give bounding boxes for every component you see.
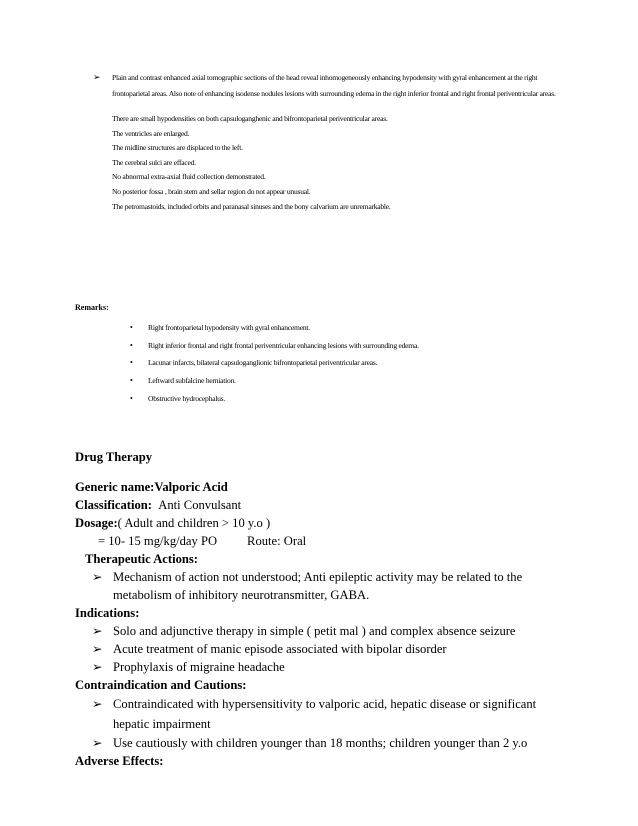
remark-item: • Lacunar infarcts, bilateral capsuloganglionic bifrontoparietal periventricular areas. (130, 354, 560, 372)
classification-line (75, 496, 575, 514)
finding-line: No abnormal extra-axial fluid collection demonstrated. (112, 172, 266, 182)
route-value: Route: Oral (247, 534, 307, 548)
remark-item: • Right frontoparietal hypodensity with gyral enhancement. (130, 319, 560, 337)
classification-label: Classification: (75, 498, 152, 512)
arrow-bullet-icon: ➢ (92, 624, 103, 638)
arrow-bullet-icon: ➢ (92, 697, 103, 711)
bullet-dot-icon: • (130, 376, 133, 386)
finding-line: The midline structures are displaced to the left. (112, 143, 243, 153)
dosage-amount: = 10- 15 mg/kg/day PO (98, 534, 218, 548)
remark-item: • Leftward subfalcine herniation. (130, 372, 560, 390)
radiology-findings-paragraph (93, 70, 563, 101)
arrow-bullet-icon: ➢ (92, 660, 103, 674)
finding-line: The petromastoids, included orbits and paranasal sinuses and the bony calvarium are unremarkable. (112, 201, 391, 211)
bullet-dot-icon: • (130, 358, 133, 368)
dosage-label: Dosage: (75, 516, 118, 530)
remark-item: • Obstructive hydrocephalus. (130, 390, 560, 408)
generic-name-label: Generic name: (75, 480, 155, 494)
arrow-bullet-icon: ➢ (92, 570, 103, 584)
finding-line: No posterior fossa , brain stem and sellar region do not appear unusual. (112, 186, 311, 196)
classification-value: Anti Convulsant (158, 498, 242, 512)
arrow-bullet-icon: ➢ (93, 72, 101, 82)
dosage-line (75, 514, 575, 532)
radiology-section (93, 70, 563, 214)
remark-item: • Right inferior frontal and right frontal periventricular enhancing lesions with surrounding edema. (130, 337, 560, 355)
radiology-findings-list (93, 112, 563, 214)
bullet-dot-icon: • (130, 340, 133, 350)
indication-item: ➢ Acute treatment of manic episode associated with bipolar disorder (92, 642, 447, 656)
contraindication-label: Contraindication and Cautions: (75, 678, 247, 692)
remarks-list (130, 319, 560, 408)
remarks-heading: Remarks: (75, 303, 109, 312)
therapeutic-action-item: ➢ Mechanism of action not understood; Anti epileptic activity may be related to the metabolism of inhibitory neurotransmitter, GABA. (92, 570, 523, 602)
generic-name-value: Valporic Acid (154, 480, 228, 494)
finding-line: There are small hypodensities on both capsuloganghenic and bifrontoparietal periventricular areas. (112, 114, 388, 123)
drug-therapy-section (75, 448, 575, 770)
adverse-effects-label: Adverse Effects: (75, 754, 164, 768)
radiology-paragraph-text: Plain and contrast enhanced axial tomographic sections of the head reveal inhomogeneously enhancing hypodensity with gyral enhancement at the right frontoparietal areas. Also note of enhancing isodense nodules lesions with surrounding edema in the right inferior frontal and right frontal periventricular areas. (112, 73, 556, 98)
finding-line: The ventricles are enlarged. (112, 128, 190, 138)
bullet-dot-icon: • (130, 393, 133, 403)
bullet-dot-icon: • (130, 323, 133, 332)
contraindication-item: ➢ Contraindicated with hypersensitivity to valporic acid, hepatic disease or significant hepatic impairment (75, 694, 575, 734)
indication-item: ➢ Solo and adjunctive therapy in simple ( petit mal ) and complex absence seizure (92, 624, 516, 638)
finding-line: The cerebral sulci are effaced. (112, 157, 196, 167)
dosage-amount-line (75, 532, 575, 550)
drug-therapy-heading: Drug Therapy (75, 450, 153, 464)
arrow-bullet-icon: ➢ (92, 736, 103, 750)
contraindication-item: ➢ Use cautiously with children younger than 18 months; children younger than 2 y.o (92, 736, 528, 750)
indication-item: ➢ Prophylaxis of migraine headache (92, 660, 285, 674)
arrow-bullet-icon: ➢ (92, 642, 103, 656)
indications-label: Indications: (75, 606, 140, 620)
generic-name-line (75, 478, 575, 496)
therapeutic-actions-label: Therapeutic Actions: (85, 552, 198, 566)
dosage-value: ( Adult and children > 10 y.o ) (117, 516, 271, 530)
